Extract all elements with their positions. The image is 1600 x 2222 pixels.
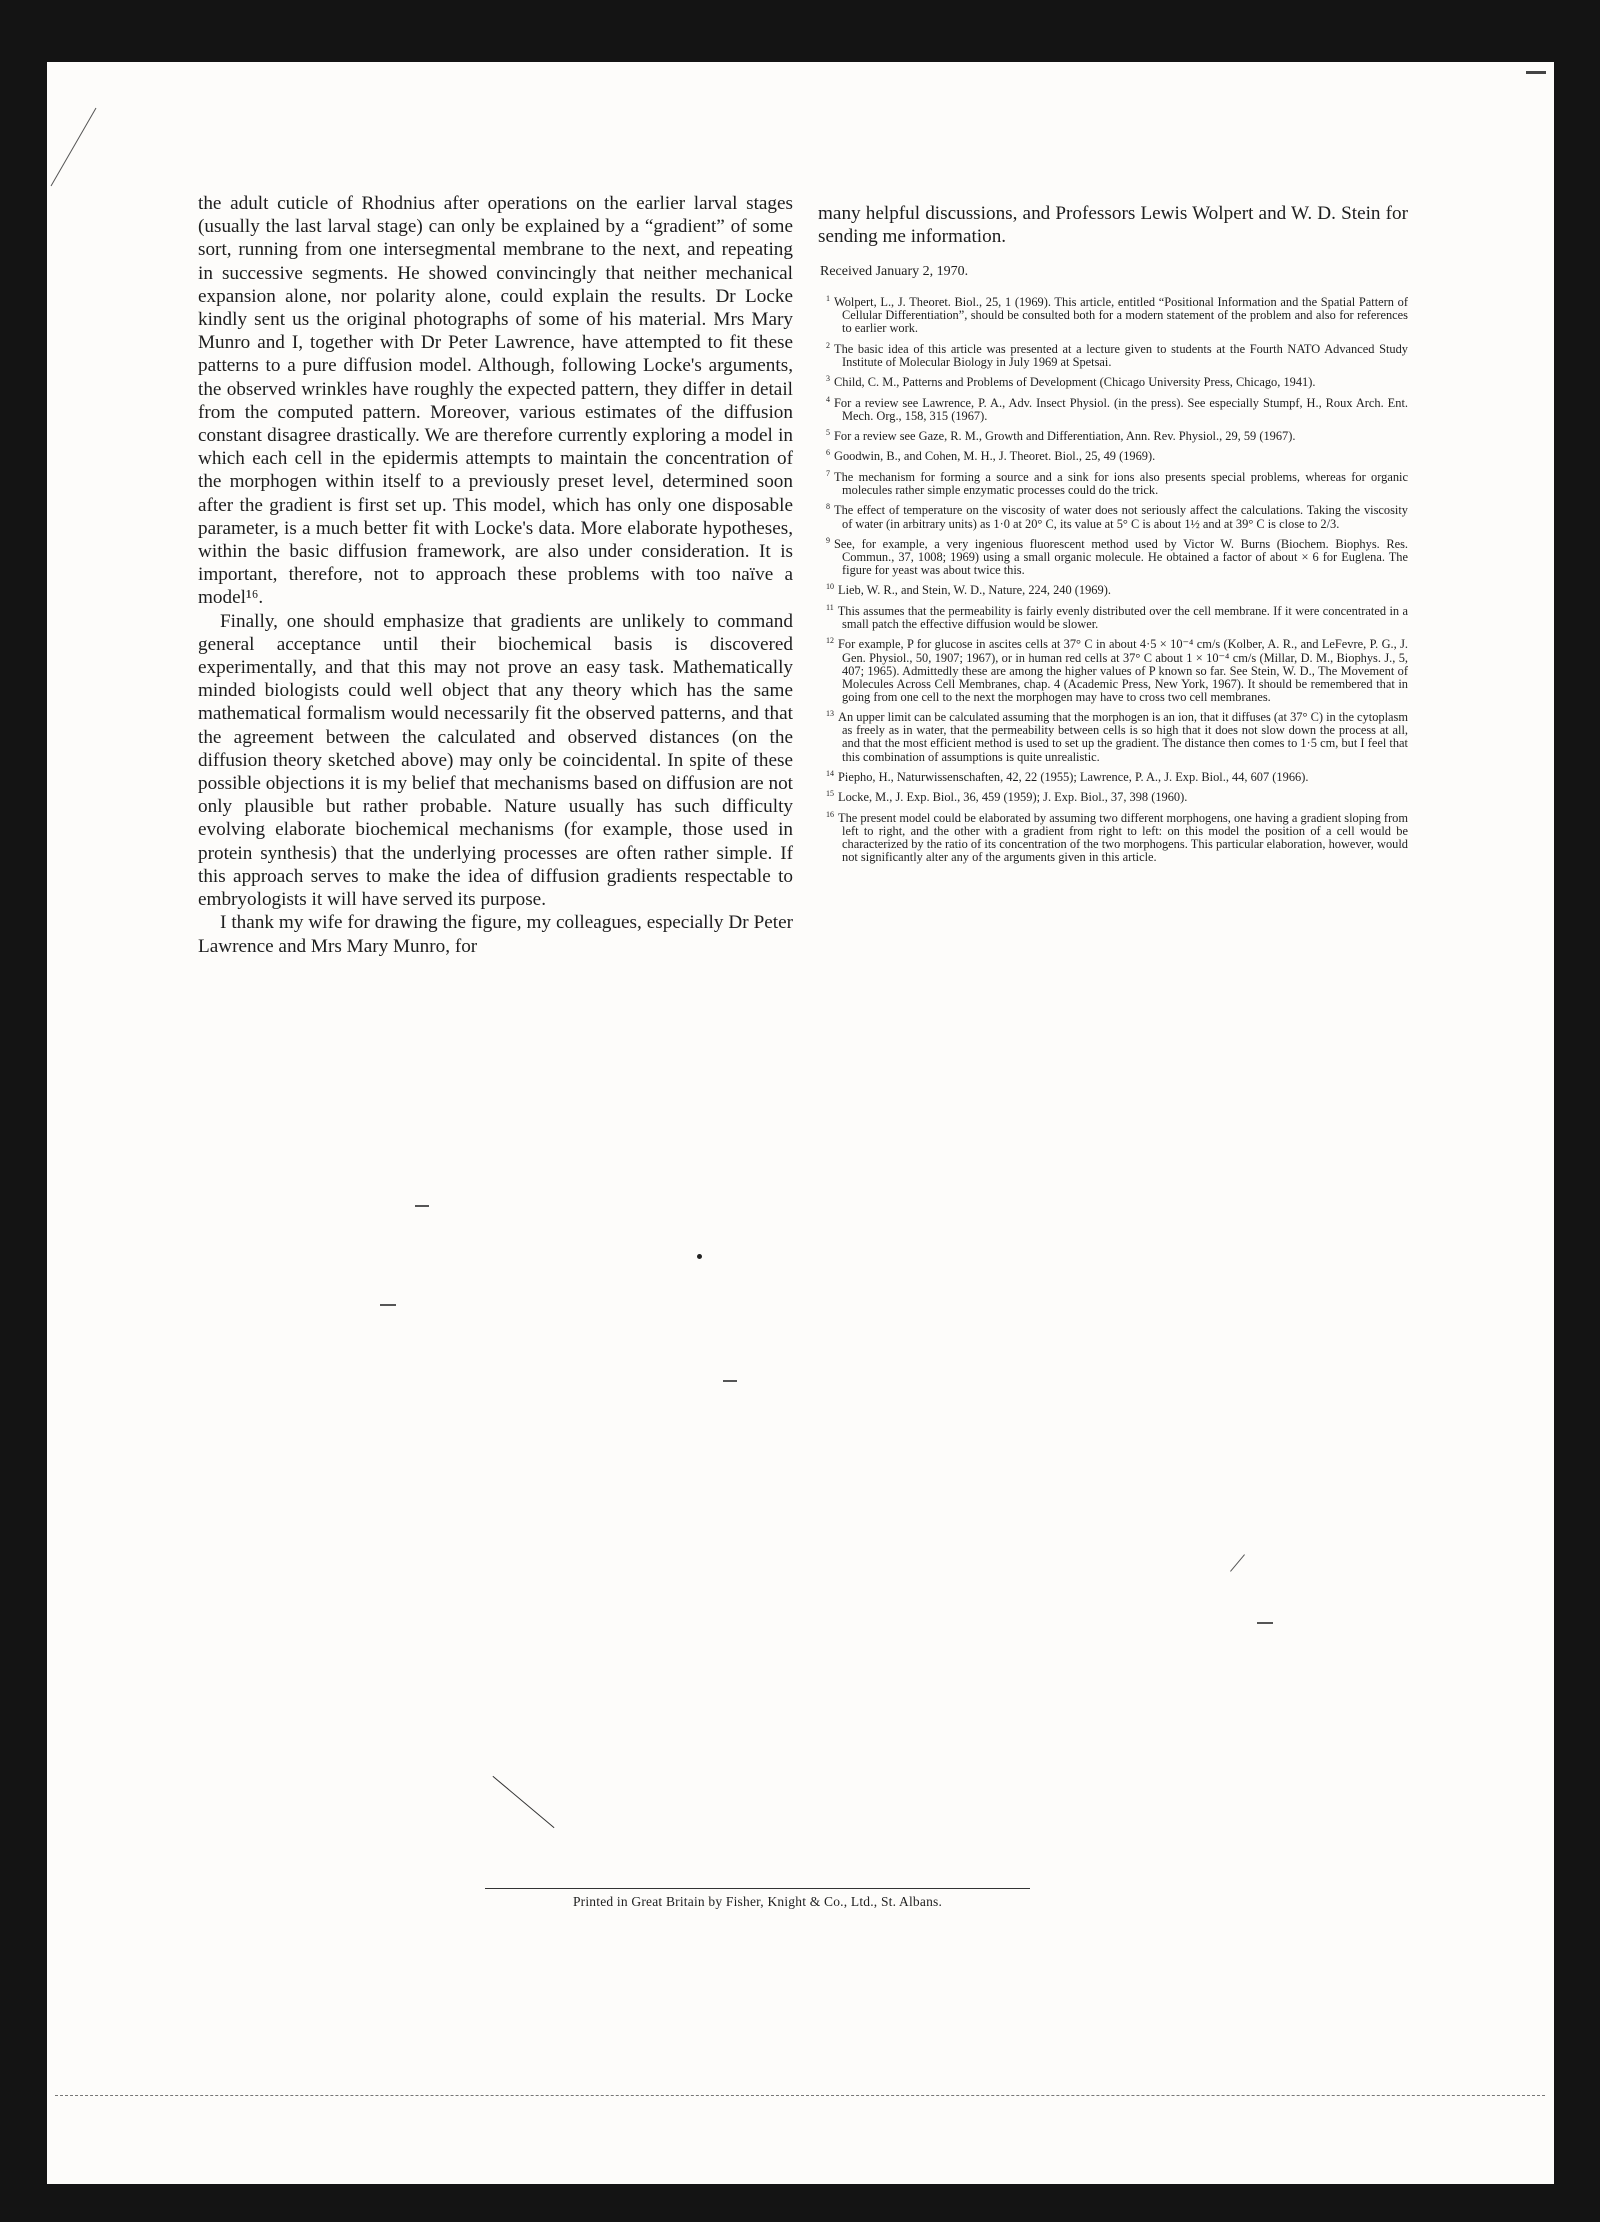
- paragraph: the adult cuticle of Rhodnius after operations on the earlier larval stages (usually the last larval stage) can only be explained by a “gradient” of some sort, running from one intersegmental membrane to the next, and repeating in successive segments. He showed convincingly that neither mechanical expansion alone, nor polarity alone, could explain the results. Dr Locke kindly sent us the original photographs of some of his material. Mrs Mary Munro and I, together with Dr Peter Lawrence, have attempted to fit these patterns to a pure diffusion model. Although, following Locke's arguments, the observed wrinkles have roughly the expected pattern, they differ in detail from the computed pattern. Moreover, various estimates of the diffusion constant disagree drastically. We are therefore currently exploring a model in which each cell in the epidermis attempts to maintain the concentration of the morphogen within itself to a previously preset level, determined soon after the gradient is first set up. This model, which has only one disposable parameter, is a much better fit with Locke's data. More elaborate hypotheses, within the basic diffusion framework, are also under consideration. It is important, therefore, not to approach these problems with too naïve a model¹⁶.: [198, 193, 793, 609]
- reference-text: Locke, M., J. Exp. Biol., 36, 459 (1959); J. Exp. Biol., 37, 398 (1960).: [838, 790, 1188, 805]
- reference-number: 1: [826, 294, 830, 303]
- left-column: [198, 192, 793, 958]
- reference-text: For example, P for glucose in ascites cells at 37° C in about 4·5 × 10⁻⁴ cm/s (Kolber, A. R., and LeFevre, P. G., J. Gen. Physiol., 50, 1907; 1967), or in human red cells at 37° C about 1 × 10⁻⁴ cm/s (Millar, D. M., Biophys. J., 5, 407; 1965). Admittedly these are among the higher values of P known so far. See Stein, W. D., The Movement of Molecules Across Cell Membranes, chap. 4 (Academic Press, New York, 1967). It should be remembered that in going from one cell to the next the morphogen may have to cross two cell membranes.: [838, 637, 1408, 704]
- stray-mark: [415, 1205, 429, 1207]
- reference-text: Child, C. M., Patterns and Problems of Development (Chicago University Press, Chicago, 1941).: [834, 375, 1316, 390]
- reference-item: [818, 707, 1408, 764]
- corner-mark: ▬▬: [1526, 66, 1546, 77]
- stray-mark: [1257, 1622, 1273, 1624]
- printer-imprint: Printed in Great Britain by Fisher, Knight & Co., Ltd., St. Albans.: [485, 1888, 1030, 1910]
- reference-number: 8: [826, 502, 830, 512]
- reference-item: [818, 634, 1408, 704]
- reference-number: 2: [826, 340, 830, 350]
- reference-number: 16: [826, 809, 834, 819]
- reference-text: The mechanism for forming a source and a sink for ions also presents special problems, whereas for organic molecules rather simple enzymatic processes could do the trick.: [834, 469, 1408, 498]
- reference-text: This assumes that the permeability is fairly evenly distributed over the cell membrane. If it were concentrated in a small patch the effective diffusion would be slower.: [837, 603, 1408, 632]
- reference-text: Goodwin, B., and Cohen, M. H., J. Theoret. Biol., 25, 49 (1969).: [834, 449, 1156, 464]
- stray-mark: [1230, 1554, 1245, 1571]
- reference-item: [818, 534, 1408, 577]
- right-column: [818, 202, 1408, 867]
- reference-number: 4: [826, 394, 830, 404]
- reference-text: An upper limit can be calculated assuming that the morphogen is an ion, that it diffuses (at 37° C) in the cytoplasm as freely as in water, that the permeability between cells is so high that it does not slow down the process at all, and that the most efficient method is used to set up the gradient. The distance then comes to 1·5 cm, but I feel that this combination of assumptions is quite unrealistic.: [838, 710, 1408, 764]
- reference-text: For a review see Gaze, R. M., Growth and Differentiation, Ann. Rev. Physiol., 29, 59 (1967).: [834, 429, 1296, 444]
- stray-mark: [493, 1776, 555, 1828]
- reference-text: The effect of temperature on the viscosity of water does not seriously affect the calculations. Taking the viscosity of water (in arbitrary units) as 1·0 at 20° C, its value at 5° C is about 1½ and at 39° C is close to 2/3.: [834, 503, 1408, 531]
- reference-item: [818, 580, 1408, 597]
- paragraph: Finally, one should emphasize that gradients are unlikely to command general acceptance until their biochemical basis is discovered experimentally, and that this may not prove an easy task. Mathematically minded biologists could well object that any theory which has the same mathematical formalism would necessarily fit the observed patterns, and that the agreement between the calculated and observed distances (on the diffusion theory sketched above) may only be coincidental. In spite of these possible objections it is my belief that mechanisms based on diffusion are not only plausible but rather probable. Nature usually has such difficulty evolving elaborate biochemical mechanisms (for example, those used in protein synthesis) that the underlying processes are often rather simple. If this approach serves to make the idea of diffusion gradients respectable to embryologists it will have served its purpose.: [198, 610, 793, 911]
- reference-text: Lieb, W. R., and Stein, W. D., Nature, 224, 240 (1969).: [838, 583, 1111, 598]
- reference-text: The basic idea of this article was presented at a lecture given to students at the Fourth NATO Advanced Study Institute of Molecular Biology in July 1969 at Spetsai.: [834, 341, 1408, 369]
- reference-item: [818, 808, 1408, 865]
- reference-text: The present model could be elaborated by assuming two different morphogens, one having a gradient sloping from left to right, and the other with a gradient from right to left: on this model the position of a cell would be characterized by the ratio of its concentration of the two morphogens. This particular elaboration, however, would not significantly alter any of the arguments given in this article.: [838, 810, 1408, 864]
- reference-item: [818, 426, 1408, 443]
- reference-number: 5: [826, 428, 830, 437]
- stray-mark: [380, 1304, 396, 1306]
- reference-item: [818, 393, 1408, 423]
- stray-mark: [51, 108, 97, 186]
- reference-number: 12: [826, 636, 834, 646]
- reference-number: 7: [826, 468, 830, 478]
- reference-text: See, for example, a very ingenious fluorescent method used by Victor W. Burns (Biochem. Biophys. Res. Commun., 37, 1008; 1969) using a small organic molecule. He obtained a factor of about × 6 for Euglena. The figure for yeast was about twice this.: [834, 536, 1408, 578]
- reference-item: [818, 446, 1408, 463]
- reference-text: For a review see Lawrence, P. A., Adv. Insect Physiol. (in the press). See especially Stumpf, H., Roux Arch. Ent. Mech. Org., 158, 315 (1967).: [834, 395, 1408, 423]
- reference-item: [818, 339, 1408, 369]
- reference-text: Wolpert, L., J. Theoret. Biol., 25, 1 (1969). This article, entitled “Positional Information and the Spatial Pattern of Cellular Differentiation”, should be consulted both for a modern statement of the problem and also for references to earlier work.: [834, 295, 1408, 336]
- paragraph: I thank my wife for drawing the figure, my colleagues, especially Dr Peter Lawrence and Mrs Mary Munro, for: [198, 912, 793, 957]
- reference-item: [818, 292, 1408, 335]
- reference-item: [818, 467, 1408, 497]
- reference-item: [818, 601, 1408, 631]
- reference-number: 10: [826, 582, 834, 592]
- reference-number: 15: [826, 789, 834, 799]
- stray-mark: [723, 1380, 737, 1382]
- reference-number: 6: [826, 448, 830, 458]
- reference-item: [818, 372, 1408, 389]
- bottom-dashed-line: [55, 2095, 1545, 2096]
- reference-number: 9: [826, 535, 830, 545]
- reference-item: [818, 767, 1408, 784]
- received-date: Received January 2, 1970.: [820, 264, 969, 279]
- stray-mark: [697, 1254, 702, 1259]
- continuation-text: many helpful discussions, and Professors Lewis Wolpert and W. D. Stein for sending me information.: [818, 203, 1408, 247]
- reference-item: [818, 500, 1408, 530]
- reference-number: 14: [826, 768, 834, 778]
- reference-item: [818, 787, 1408, 804]
- reference-number: 11: [826, 602, 834, 612]
- reference-number: 13: [826, 709, 834, 719]
- reference-list: [818, 292, 1408, 864]
- reference-number: 3: [826, 374, 830, 384]
- reference-text: Piepho, H., Naturwissenschaften, 42, 22 (1955); Lawrence, P. A., J. Exp. Biol., 44, 607 (1966).: [838, 769, 1309, 784]
